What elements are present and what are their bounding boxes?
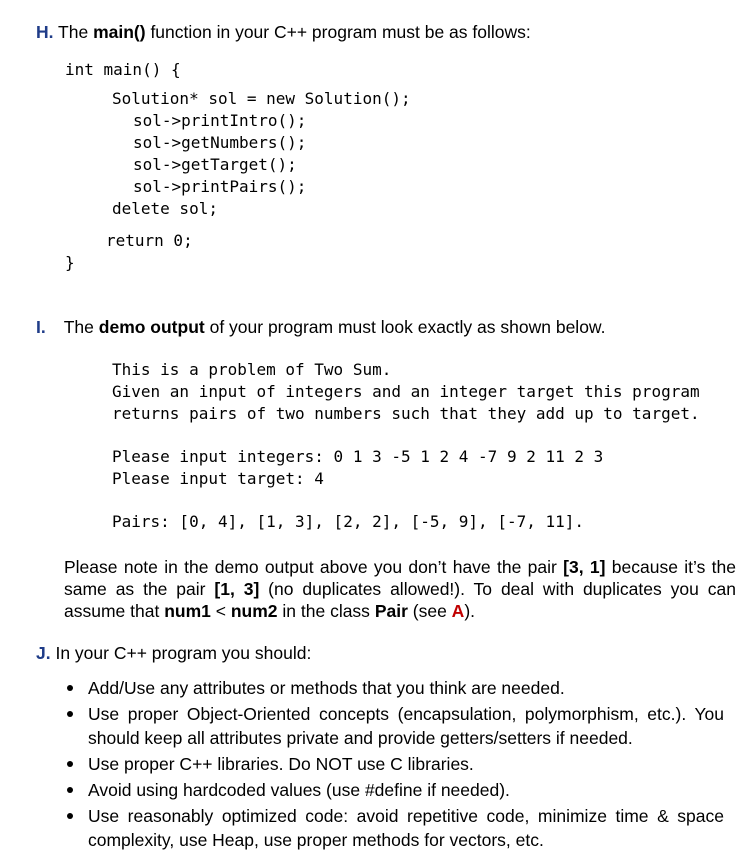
- code-line: Solution* sol = new Solution();: [112, 89, 411, 108]
- section-h-heading-text: The: [53, 22, 94, 42]
- section-h-letter: H.: [36, 22, 54, 42]
- code-line: sol->getTarget();: [133, 155, 297, 174]
- section-i-letter: I.: [36, 317, 46, 337]
- section-i-heading-text: The: [63, 317, 99, 337]
- note-text: <: [210, 601, 231, 621]
- section-h-heading-bold: main(): [93, 22, 146, 42]
- note-text: Please note in the demo output above you don’t have the pair: [64, 557, 564, 577]
- note-text: (see: [407, 601, 452, 621]
- demo-line: Given an input of integers and an integer target this program: [112, 382, 700, 401]
- note-bold: Pair: [374, 601, 408, 621]
- note-text: in the class: [277, 601, 375, 621]
- section-j-letter: J.: [36, 643, 51, 663]
- list-item: Use proper Object-Oriented concepts (encapsulation, polymorphism, etc.). You should keep all attributes private and provide getters/setters if needed.: [64, 702, 724, 750]
- section-i-heading-text-end: of your program must look exactly as shown below.: [204, 317, 606, 337]
- list-item: Add/Use any attributes or methods that you think are needed.: [64, 676, 724, 700]
- demo-line: Pairs: [0, 4], [1, 3], [2, 2], [-5, 9], [-7, 11].: [112, 512, 585, 531]
- code-line: sol->printIntro();: [133, 111, 307, 130]
- list-item: Use reasonably optimized code: avoid repetitive code, minimize time & space complexity, use Heap, use proper methods for vectors, etc.: [64, 804, 724, 852]
- code-line: int main() {: [65, 60, 181, 79]
- section-i-heading-bold: demo output: [98, 317, 205, 337]
- demo-line: Please input integers: 0 1 3 -5 1 2 4 -7 9 2 11 2 3: [112, 447, 604, 466]
- note-text: ).: [464, 601, 476, 621]
- requirements-list: [64, 676, 724, 854]
- note-bold: [3, 1]: [563, 557, 606, 577]
- section-j-heading: [36, 643, 311, 664]
- code-line: }: [65, 253, 75, 272]
- duplicates-note: [64, 556, 736, 622]
- section-h-heading-text-end: function in your C++ program must be as follows:: [145, 22, 531, 42]
- list-item: Use proper C++ libraries. Do NOT use C libraries.: [64, 752, 724, 776]
- demo-line: This is a problem of Two Sum.: [112, 360, 392, 379]
- code-line: return 0;: [106, 231, 193, 250]
- code-line: sol->getNumbers();: [133, 133, 307, 152]
- list-item: Avoid using hardcoded values (use #define if needed).: [64, 778, 724, 802]
- section-i-heading: [36, 317, 605, 338]
- section-j-heading-text: In your C++ program you should:: [50, 643, 312, 663]
- section-h-heading: [36, 22, 531, 43]
- demo-line: returns pairs of two numbers such that they add up to target.: [112, 404, 700, 423]
- demo-line: Please input target: 4: [112, 469, 324, 488]
- section-a-reference: A: [451, 601, 465, 621]
- note-bold: num1: [164, 601, 211, 621]
- note-bold: num2: [230, 601, 278, 621]
- code-line: delete sol;: [112, 199, 218, 218]
- note-text: because it’s the same as the pair: [64, 557, 736, 599]
- note-text: (no duplicates allowed!). To deal with duplicates you can assume that: [64, 579, 736, 621]
- note-bold: [1, 3]: [214, 579, 260, 599]
- code-line: sol->printPairs();: [133, 177, 307, 196]
